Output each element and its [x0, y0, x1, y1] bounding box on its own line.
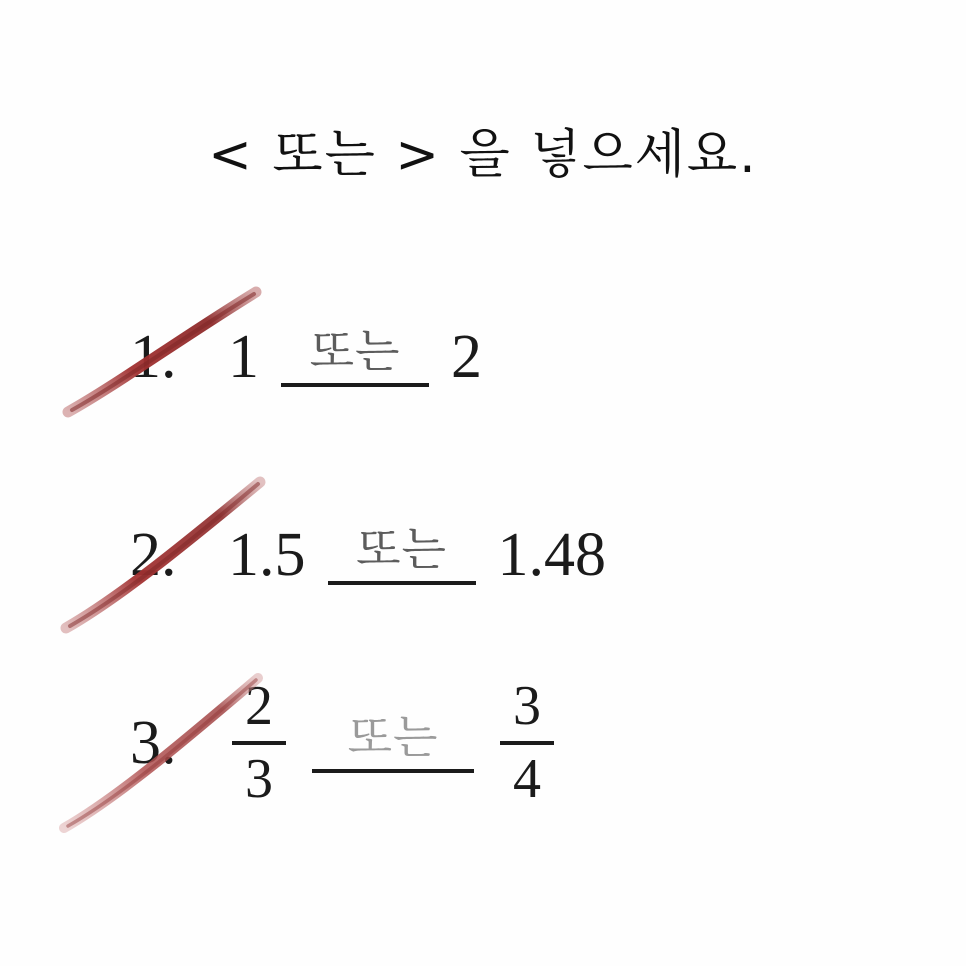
problem-number-3: 3.: [130, 708, 177, 777]
problem-2-answer-blank[interactable]: [328, 521, 476, 585]
fraction-bar-icon: [232, 741, 286, 745]
problem-number-1: 1.: [130, 322, 177, 391]
problem-3-right-fraction: [490, 674, 564, 810]
problem-3-answer-blank[interactable]: [312, 709, 474, 773]
problem-1-left-operand: 1: [228, 322, 259, 391]
problem-1-answer-blank[interactable]: [281, 323, 429, 387]
fraction-bar-icon: [500, 741, 554, 745]
problem-3-right-denominator: 4: [513, 748, 541, 810]
problem-1-answer-text: 또는: [309, 323, 401, 378]
page-title: < 또는 > 을 넣으세요.: [208, 125, 758, 185]
problem-2-right-operand: 1.48: [497, 520, 606, 589]
problem-3-right-numerator: 3: [513, 674, 541, 737]
problem-row-3: [130, 668, 930, 818]
problem-row-1: [130, 282, 930, 432]
problem-3-answer-text: 또는: [347, 709, 439, 764]
problem-number-2: 2.: [130, 520, 177, 589]
problem-3-left-denominator: 3: [245, 748, 273, 810]
problem-row-2: [130, 480, 930, 630]
problem-2-left-operand: 1.5: [228, 520, 306, 589]
problem-1-right-operand: 2: [451, 322, 482, 391]
problem-2-answer-text: 또는: [356, 521, 447, 576]
problem-3-left-fraction: [222, 674, 296, 810]
problem-3-left-numerator: 2: [245, 674, 273, 737]
